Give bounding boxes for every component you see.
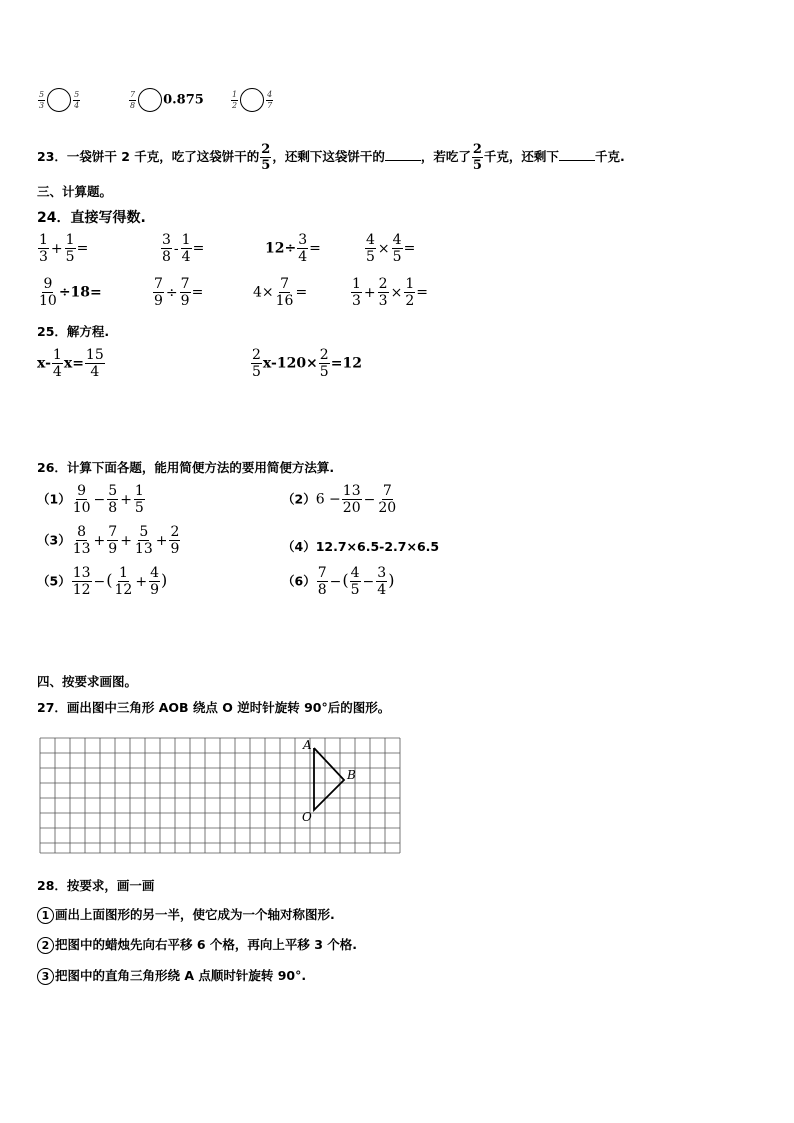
q24-r1-4: $\frac{4}{5}$ × $\frac{4}{5}$ = bbox=[366, 232, 416, 265]
q22-item1: $\frac{5}{3}$ $\frac{5}{4}$ bbox=[37, 88, 81, 112]
q24-r2-3: 4× $\frac{7}{16}$ = bbox=[253, 276, 308, 309]
label-b: B bbox=[347, 768, 356, 782]
q24-title: 24．直接写得数. bbox=[37, 210, 146, 226]
triangle-aob bbox=[314, 748, 344, 810]
q26-problem-1: （1） $\frac{9}{10}$ − $\frac{5}{8}$ + $\frac{1}{5}$ bbox=[37, 483, 144, 516]
q22-item3: $\frac{1}{2}$ $\frac{4}{7}$ bbox=[230, 88, 274, 112]
q25-equation-2: $\frac{2}{5}$ x-120× $\frac{2}{5}$ =12 bbox=[252, 347, 362, 380]
q28-title: 28．按要求，画一画 bbox=[37, 878, 155, 893]
q25-equation-1: x- $\frac{1}{4}$ x= $\frac{15}{4}$ bbox=[37, 347, 104, 380]
q22-item2: $\frac{7}{8}$ 0.875 bbox=[128, 88, 204, 112]
section-3-title: 三、计算题。 bbox=[37, 184, 113, 199]
q28-item-1: 1 画出上面图形的另一半，使它成为一个轴对称图形. bbox=[37, 905, 335, 924]
q24-r1-1: $\frac{1}{3}$ + $\frac{1}{5}$ = bbox=[39, 232, 89, 265]
section-4-title: 四、按要求画图。 bbox=[37, 674, 138, 689]
q26-problem-3: （3） $\frac{8}{13}$ + $\frac{7}{9}$ + $\frac{5}{13}$ + $\frac{2}{9}$ bbox=[37, 524, 180, 557]
q27-grid-figure[interactable] bbox=[38, 736, 404, 856]
compare-circle-3[interactable] bbox=[240, 88, 264, 112]
q26-problem-5: （5） $\frac{13}{12}$ −( $\frac{1}{12}$ + $\frac{4}{9}$ ) bbox=[37, 565, 168, 598]
q24-r2-1: $\frac{9}{10}$ ÷18= bbox=[39, 276, 102, 309]
q26-title: 26．计算下面各题，能用简便方法的要用简便方法算. bbox=[37, 460, 335, 475]
q26-problem-6: （6） $\frac{7}{8}$ −( $\frac{4}{5}$ − $\frac{3}{4}$ ) bbox=[282, 565, 395, 598]
compare-circle-2[interactable] bbox=[138, 88, 162, 112]
answer-blank-23a[interactable] bbox=[385, 148, 421, 161]
question-23: 23．一袋饼干 2 千克，吃了这袋饼干的 $\frac{2}{5}$ ，还剩下这袋饼干的 ，若吃了 $\frac{2}{5}$ 千克，还剩下 千克. bbox=[37, 142, 625, 173]
q25-title: 25．解方程. bbox=[37, 324, 110, 339]
q24-r1-2: $\frac{3}{8}$ - $\frac{1}{4}$ = bbox=[162, 232, 205, 265]
q27-title: 27．画出图中三角形 AOB 绕点 O 逆时针旋转 90°后的图形。 bbox=[37, 700, 391, 715]
q24-r2-2: $\frac{7}{9}$ ÷ $\frac{7}{9}$ = bbox=[154, 276, 204, 309]
q28-item-3: 3 把图中的直角三角形绕 A 点顺时针旋转 90°. bbox=[37, 966, 306, 985]
q28-item-2: 2 把图中的蜡烛先向右平移 6 个格，再向上平移 3 个格. bbox=[37, 935, 357, 954]
q24-r2-4: $\frac{1}{3}$ + $\frac{2}{3}$ × $\frac{1}{2}$ = bbox=[352, 276, 428, 309]
label-o: O bbox=[302, 810, 312, 824]
q24-r1-3: 12÷ $\frac{3}{4}$ = bbox=[265, 232, 321, 265]
label-a: A bbox=[303, 738, 312, 752]
compare-circle-1[interactable] bbox=[47, 88, 71, 112]
q26-problem-2: （2）6 − $\frac{13}{20}$ − $\frac{7}{20}$ bbox=[282, 483, 397, 516]
q26-problem-4: （4）12.7×6.5-2.7×6.5 bbox=[282, 539, 440, 554]
answer-blank-23b[interactable] bbox=[559, 148, 595, 161]
grid-lines bbox=[40, 738, 400, 853]
